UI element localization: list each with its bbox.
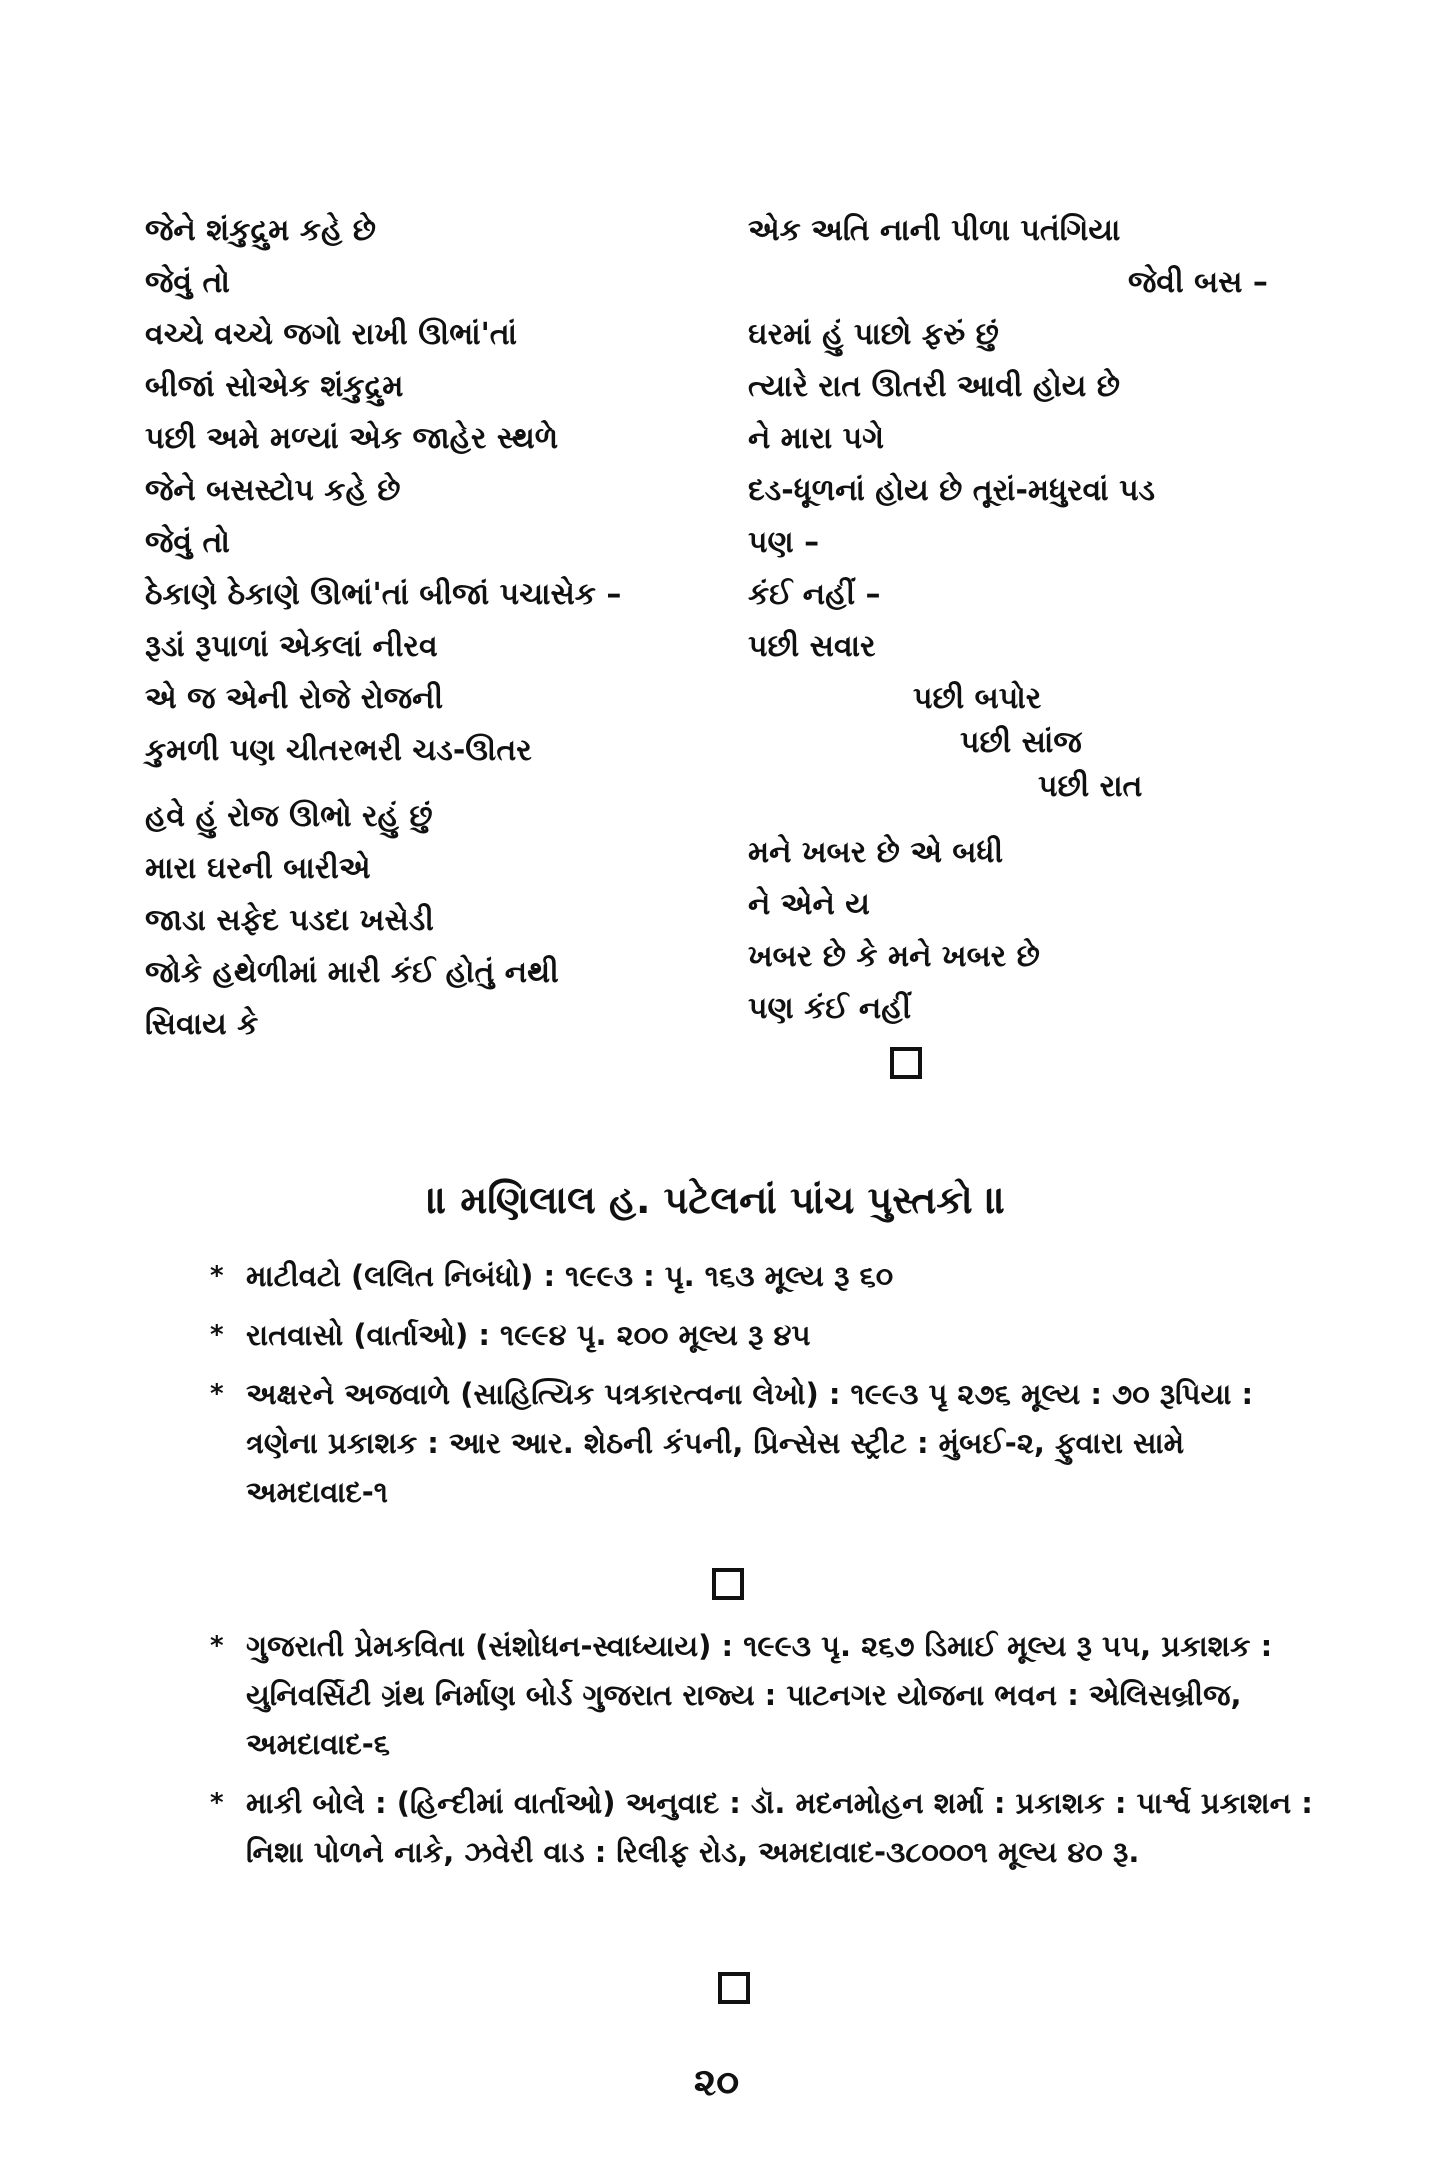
poem-line: વચ્ચે વચ્ચે જગો રાખી ઊભાં'તાં — [145, 317, 517, 352]
poem-line: જેને શંકુદ્રુમ કહે છે — [145, 213, 376, 248]
poem-left-stanza-1 — [145, 205, 705, 777]
poem-left-column — [145, 205, 705, 1051]
poem-line: હવે હું રોજ ઊભો રહું છું — [145, 799, 433, 834]
poem-line: કુમળી પણ ચીતરભરી ચડ-ઊતર — [145, 733, 532, 768]
poem-line: ને એને ય — [748, 887, 870, 922]
poem-line: પછી રાત — [1038, 769, 1143, 804]
poem-line: જેવું તો — [145, 265, 230, 300]
separator-box-1 — [712, 1568, 744, 1600]
book-entry — [210, 1370, 1330, 1517]
book-entry-text: માકી બોલે : (હિન્દીમાં વાર્તાઓ) અનુવાદ : ડૉ. મદનમોહન શર્મા : પ્રકાશક : પાર્શ્વ પ્રકાશન : નિશા પોળને નાકે, ઝવેરી વાડ : રિલીફ રોડ, અમદાવાદ-૩૮૦૦૦૧ મૂલ્ય ૪૦ રૂ. — [246, 1786, 1313, 1869]
book-entry-text: અક્ષરને અજવાળે (સાહિત્યિક પત્રકારત્વના લેખો) : ૧૯૯૩ પૃ ૨૭૬ મૂલ્ય : ૭૦ રૂપિયા : ત્રણેના પ્રકાશક : આર આર. શેઠની કંપની, પ્રિન્સેસ સ્ટ્રીટ : મુંબઈ-૨, ફુવારા સામે અમદાવાદ-૧ — [246, 1377, 1254, 1509]
book-entry — [210, 1311, 1330, 1360]
poem-line: પછી સાંજ — [960, 725, 1082, 760]
poem-line: જેવી બસ – — [1128, 265, 1268, 300]
poem-line: રૂડાં રૂપાળાં એકલાં નીરવ — [145, 629, 438, 664]
poem-line: મારા ઘરની બારીએ — [145, 851, 371, 886]
book-entry — [210, 1622, 1330, 1769]
book-entry — [210, 1252, 1330, 1301]
bullet-icon: * — [210, 1320, 224, 1350]
poem-line: પણ – — [748, 525, 820, 560]
poem-line: જાડા સફેદ પડદા ખસેડી — [145, 903, 434, 938]
separator-box-2 — [718, 1972, 750, 2004]
poem-line: ખબર છે કે મને ખબર છે — [748, 939, 1040, 974]
book-list-group-2 — [210, 1622, 1330, 1887]
bullet-icon: * — [210, 1788, 224, 1818]
bullet-icon: * — [210, 1261, 224, 1291]
poem-line: જોકે હથેળીમાં મારી કંઈ હોતું નથી — [145, 955, 559, 990]
poem-line: પછી સવાર — [748, 629, 876, 664]
book-entry-text: રાતવાસો (વાર્તાઓ) : ૧૯૯૪ પૃ. ૨૦૦ મૂલ્ય રૂ ૪૫ — [246, 1318, 811, 1352]
poem-line: ઠેકાણે ઠેકાણે ઊભાં'તાં બીજાં પચાસેક – — [145, 577, 622, 612]
poem-line: એક અતિ નાની પીળા પતંગિયા — [748, 213, 1121, 248]
poem-line: દડ-ધૂળનાં હોય છે તૂરાં-મધુરવાં પડ — [748, 473, 1156, 508]
book-entry-text: ગુજરાતી પ્રેમકવિતા (સંશોધન-સ્વાધ્યાય) : ૧૯૯૩ પૃ. ૨૬૭ ડિમાઈ મૂલ્ય રૂ ૫૫, પ્રકાશક : યુનિવર્સિટી ગ્રંથ નિર્માણ બોર્ડ ગુજરાત રાજ્ય : પાટનગર યોજના ભવન : એલિસબ્રીજ, અમદાવાદ-૬ — [246, 1629, 1273, 1761]
poem-line: મને ખબર છે એ બધી — [748, 835, 1004, 870]
poem-line: પછી અમે મળ્યાં એક જાહેર સ્થળે — [145, 421, 559, 456]
poem-line: કંઈ નહીં – — [748, 577, 881, 612]
end-mark-box — [890, 1047, 922, 1079]
books-heading: ॥ મણિલાલ હ. પટેલનાં પાંચ પુસ્તકો ॥ — [427, 1178, 1006, 1222]
book-entry — [210, 1779, 1330, 1877]
poem-right-stanza-1 — [748, 205, 1308, 813]
poem-line: જેને બસસ્ટોપ કહે છે — [145, 473, 401, 508]
book-list-group-1 — [210, 1252, 1330, 1527]
poem-line: ને મારા પગે — [748, 421, 884, 456]
poem-left-stanza-2 — [145, 791, 705, 1051]
poem-line: બીજાં સોએક શંકુદ્રુમ — [145, 369, 404, 404]
page-number: ૨૦ — [693, 2060, 740, 2104]
bullet-icon: * — [210, 1631, 224, 1661]
poem-line: પણ કંઈ નહીં — [748, 991, 912, 1026]
book-entry-text: માટીવટો (લલિત નિબંધો) : ૧૯૯૩ : પૃ. ૧૬૩ મૂલ્ય રૂ ૬૦ — [246, 1259, 894, 1293]
poem-right-stanza-2 — [748, 827, 1308, 1035]
poem-line: પછી બપોર — [913, 681, 1042, 716]
poem-line: એ જ એની રોજે રોજની — [145, 681, 444, 716]
bullet-icon: * — [210, 1379, 224, 1409]
poem-line: ત્યારે રાત ઊતરી આવી હોય છે — [748, 369, 1120, 404]
poem-line: સિવાય કે — [145, 1007, 259, 1042]
poem-line: જેવું તો — [145, 525, 230, 560]
poem-right-column — [748, 205, 1308, 1079]
poem-line: ઘરમાં હું પાછો ફરું છું — [748, 317, 999, 352]
